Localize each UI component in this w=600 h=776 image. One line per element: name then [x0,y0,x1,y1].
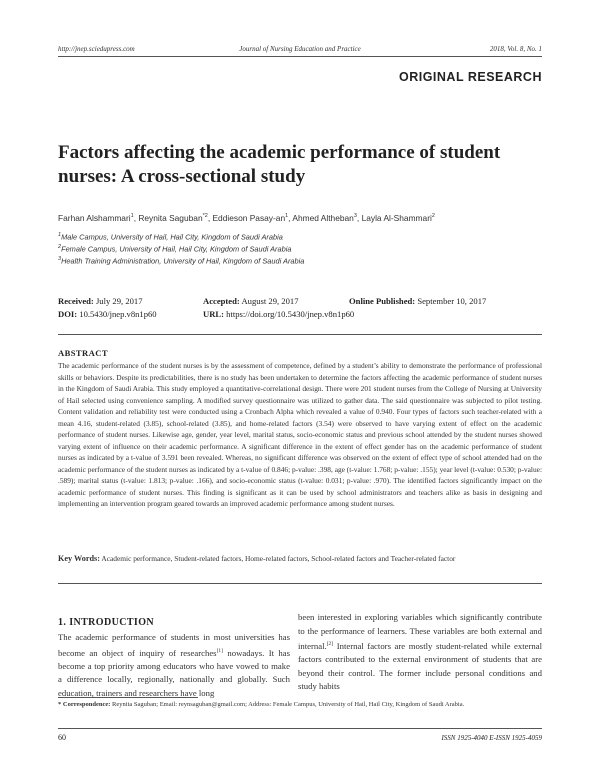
received-date: Received: July 29, 2017 [58,296,143,306]
intro-left-column: The academic performance of students in most universities has become an object of inquiry of researches[1] nowadays. It has become a top priority among educators who have vowed to make a difference locally, regionally, nationally and globally. Such education, trainers and researchers have long [58,632,290,698]
footer-divider [58,728,542,729]
author-1: Farhan Alshammari [58,213,131,223]
citation-2[interactable]: [2] [326,641,334,647]
affiliation-1: $^1$Male Campus, University of Hail, Hail City, Kingdom of Saudi Arabia [58,232,283,242]
affiliation-2: $^2$Female Campus, University of Hail, Hail City, Kingdom of Saudi Arabia [58,244,292,254]
issn-info: ISSN 1925-4040 E-ISSN 1925-4059 [441,734,542,742]
doi[interactable]: DOI: 10.5430/jnep.v8n1p60 [58,309,157,319]
author-2-sup: *2 [202,213,208,220]
intro-right-column: been interested in exploring variables which significantly contribute to the performance of learners. These variables are both external and internal.[2] Internal factors are mostly student-related while external factors contributed to the external environment of students that are beyond their control. The former include personal conditions and study habits [298,612,542,692]
author-3: Eddieson Pasay-an [212,213,286,223]
abstract-heading: ABSTRACT [58,348,108,358]
page-number: 60 [58,733,66,742]
footnote-divider [58,697,198,698]
author-list: Farhan Alshammari$^1$, Reynita Saguban$^{*2}$, Eddieson Pasay-$an^1$, Ahmed Altheban$^3$, Layla Al-Shammari$^2$ [58,213,435,223]
citation-1[interactable]: [1] [216,647,223,654]
author-2: Reynita Saguban [138,213,203,223]
abstract-body: The academic performance of the student nurses is by the assessment of competence, defined by a student’s ability to demonstrate the performance of professional skills or behaviors. Despite its predictabilities, there is no study has been undertaken to determine the factors affecting the academic performance of student nurses in the Kingdom of Saudi Arabia. This study employed a quantitative-correlational design. There were 201 student nurses from the College of Nursing at University of Hail selected using convenience sampling. A modified survey questionnaire was utilized to gather data. The said questionnaire was subjected to pilot testing. Content validation and reliability test were conducted using a Cronbach Alpha which revealed a value of 0.940. Four types of factors such teacher-related with a mean 4.16, student-related (3.85), school-related (3.85), and home-related factors (3.54) were observed to have varying extent of effect on the academic performance of student nurses. Likewise age, gender, year level, marital status, socio-economic status and previous school attended by the student nurses showed varying extent of influence on their academic performance. A significant difference in the extent of effect gender has on the academic performance of student nurses as indicated by a t-value of 3.591 been revealed. Whereas, no significant difference was observed on the extent of effect type of school attended had on the academic performance of the student nurses as indicated by a t-value of 0.846; p-value: .398, age (t-value: 1.768; p-value: .155); year level (t-value: 0.530; p-value: .589); marital status (t-value: 1.813; p-value: .166), and socio-economic status (t-value: 0.031; p-value: .970). The identified factors significantly impact on the academic performance of student nurses. This finding is significant as it can be used by school administrators and teachers alike as basis in designing and implementing an intervention program geared towards an improved academic performance among student nurses. [58,361,542,508]
author-4-sup: 3 [353,213,357,220]
affiliation-3: $^3$Health Training Administration, University of Hail, Kingdom of Saudi Arabia [58,256,305,266]
keywords-bottom-divider [58,583,542,584]
author-1-sup: 1 [130,213,134,220]
volume-info: 2018, Vol. 8, No. 1 [489,45,542,53]
keywords [58,553,542,565]
author-3-sup: 1 [285,213,289,220]
author-4: Ahmed Altheban [292,213,354,223]
published-date: Online Published: September 10, 2017 [349,296,487,306]
accepted-date: Accepted: August 29, 2017 [203,296,299,306]
article-title [58,141,538,189]
abstract-top-divider [58,334,542,335]
section-label: ORIGINAL RESEARCH [398,70,542,84]
title-line-1: Factors affecting the academic performance of student [58,142,501,163]
header-divider [58,56,542,57]
journal-url[interactable]: http://jnep.sciedupress.com [58,45,135,53]
section-heading-introduction: 1. INTRODUCTION [58,617,155,628]
title-line-2: nurses: A cross-sectional study [58,166,306,187]
keywords-label: Key Words: [58,554,100,563]
journal-name: Journal of Nursing Education and Practice [239,45,361,53]
keywords-list: Academic performance, Student-related factors, Home-related factors, School-related factors and Teacher-related factor [101,554,456,563]
article-url[interactable]: URL: https://doi.org/10.5430/jnep.v8n1p60 [203,309,355,319]
correspondence-footnote: * Correspondence: Reynita Saguban; Email: reynsaguban@gmail.com; Address: Female Campus, University of Hail, Hail City, Kingdom of Saudi Arabia. [58,701,465,708]
author-5: Layla Al-Shammari [361,213,432,223]
author-5-sup: 2 [431,213,435,220]
